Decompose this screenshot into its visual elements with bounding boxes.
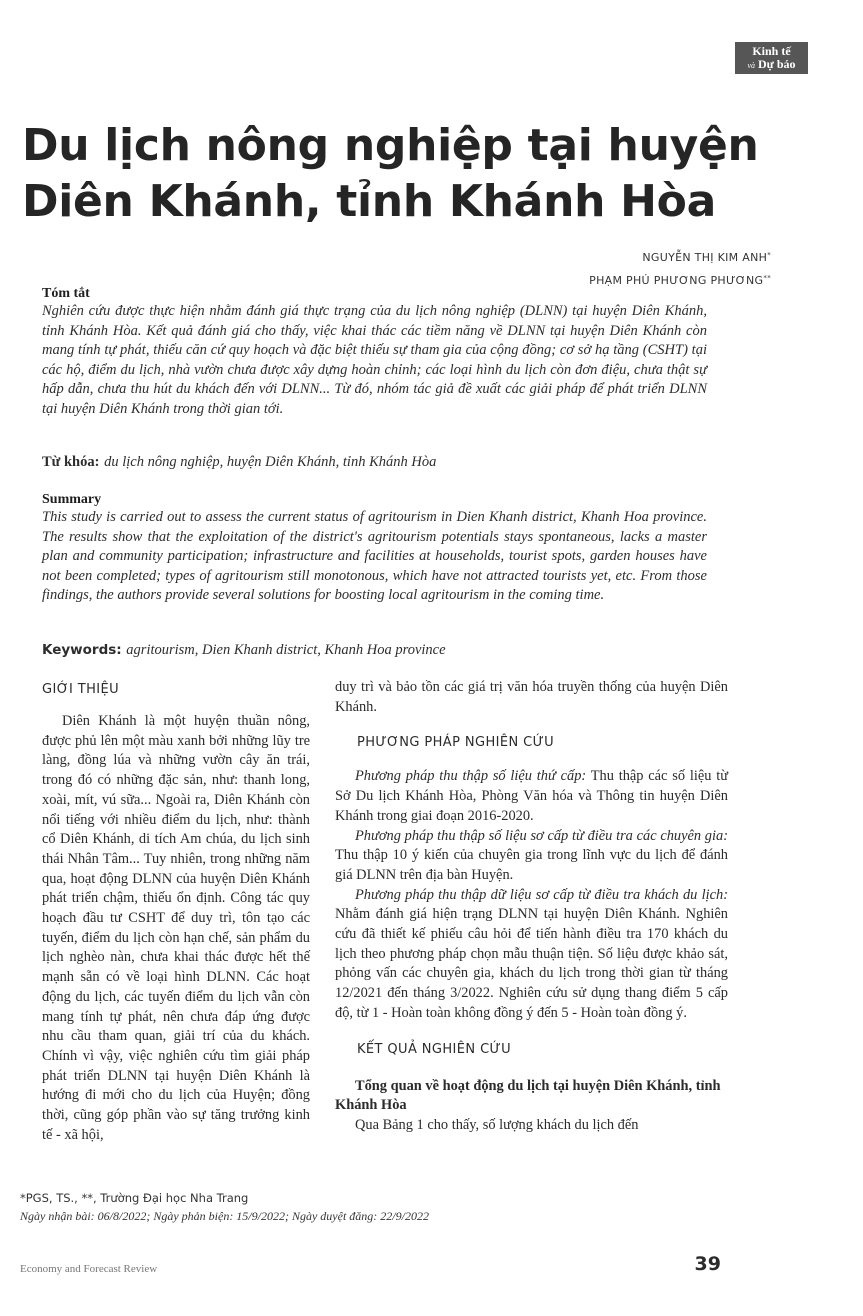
intro-heading: GIỚI THIỆU bbox=[42, 682, 120, 697]
article-title bbox=[22, 118, 782, 230]
logo-line2: Dự báo bbox=[758, 57, 796, 71]
author-2: PHẠM PHÚ PHƯƠNG PHƯƠNG** bbox=[589, 274, 771, 287]
footnote-affiliation: *PGS, TS., **, Trường Đại học Nha Trang bbox=[20, 1191, 249, 1205]
abstract-vi-heading: Tóm tắt bbox=[42, 286, 90, 301]
methods-paragraph-3: Phương pháp thu thập dữ liệu sơ cấp từ điều tra khách du lịch: Nhằm đánh giá hiện trạng DLNN tại huyện Diên Khánh. Nghiên cứu đã thiết kế phiếu câu hỏi để tiến hành điều tra 170 khách du lịch theo phương pháp chọn mẫu thuận tiện. Số liệu được khảo sát, phỏng vấn các chuyên gia, khách du lịch trong thời gian từ tháng 12/2021 đến tháng 3/2022. Nghiên cứu sử dụng thang điểm 5 cấp độ, từ 1 - Hoàn toàn không đồng ý đến 5 - Hoàn toàn đồng ý. bbox=[335, 886, 728, 1021]
footnote bbox=[20, 1189, 580, 1225]
journal-logo bbox=[735, 42, 808, 74]
abstract-en-text: This study is carried out to assess the current status of agritourism in Dien Khanh district, Khanh Hoa province. The results show that the exploitation of the district's agritourism potentials stays spontaneous, lacks a master plan and community participation; infrastructure and facilities at households, tourist spots, garden houses have not been completed; types of agritourism still monotonous, which have not attracted tourists yet, etc. From those findings, the authors provide several solutions for boosting local agritourism in the coming time. bbox=[42, 509, 707, 604]
column-left bbox=[42, 712, 310, 1145]
logo-line1: Kinh tế bbox=[752, 44, 791, 58]
methods-paragraph-1: Phương pháp thu thập số liệu thứ cấp: Thu thập các số liệu từ Sở Du lịch Khánh Hòa, Phòng Văn hóa và Thông tin huyện Diên Khánh trong giai đoạn 2016-2020. bbox=[335, 768, 728, 824]
keywords-vi-value: du lịch nông nghiệp, huyện Diên Khánh, tỉnh Khánh Hòa bbox=[104, 454, 437, 470]
results-subheading: Tổng quan về hoạt động du lịch tại huyện Diên Khánh, tỉnh Khánh Hòa bbox=[335, 1077, 721, 1114]
abstract-vi-text: Nghiên cứu được thực hiện nhằm đánh giá thực trạng của du lịch nông nghiệp (DLNN) tại huyện Diên Khánh, tỉnh Khánh Hòa. Kết quả đánh giá cho thấy, việc khai thác các tiềm năng về DLNN tại huyện Diên Khánh còn mang tính tự phát, thiếu căn cứ quy hoạch và đặc biệt thiếu sự tham gia của cộng đồng; cơ sở hạ tầng (CSHT) tại các hộ, điểm du lịch, nhà vườn chưa được xây dựng hoàn chỉnh; các loại hình du lịch còn đơn điệu, chưa thật sự hấp dẫn, chưa thu hút du khách đến với DLNN... Từ đó, nhóm tác giả đề xuất các giải pháp để phát triển DLNN tại huyện Diên Khánh trong thời gian tới. bbox=[42, 303, 707, 417]
abstract-en-heading: Summary bbox=[42, 492, 102, 507]
author-list bbox=[589, 245, 771, 291]
methods-paragraph-2: Phương pháp thu thập số liệu sơ cấp từ điều tra các chuyên gia: Thu thập 10 ý kiến của chuyên gia trong lĩnh vực du lịch để đánh giá DLNN trên địa bàn Huyện. bbox=[335, 827, 728, 883]
abstract-en bbox=[42, 492, 707, 606]
footnote-dates: Ngày nhận bài: 06/8/2022; Ngày phản biện: 15/9/2022; Ngày duyệt đăng: 22/9/2022 bbox=[20, 1209, 429, 1223]
keywords-en bbox=[42, 642, 707, 659]
results-heading: KẾT QUẢ NGHIÊN CỨU bbox=[357, 1041, 512, 1057]
title-line1: Du lịch nông nghiệp tại huyện bbox=[22, 120, 759, 171]
title-line2: Diên Khánh, tỉnh Khánh Hòa bbox=[22, 176, 716, 227]
keywords-vi-label: Từ khóa: bbox=[42, 454, 100, 470]
keywords-vi bbox=[42, 454, 707, 471]
intro-heading-wrap bbox=[42, 682, 119, 697]
author-1: NGUYỄN THỊ KIM ANH* bbox=[642, 251, 771, 264]
keywords-en-label: Keywords: bbox=[42, 642, 122, 658]
column-right bbox=[335, 678, 728, 1136]
keywords-en-value: agritourism, Dien Khanh district, Khanh Hoa province bbox=[126, 642, 446, 658]
intro-continued: duy trì và bảo tồn các giá trị văn hóa truyền thống của huyện Diên Khánh. bbox=[335, 679, 728, 715]
methods-heading: PHƯƠNG PHÁP NGHIÊN CỨU bbox=[357, 735, 555, 751]
footer-journal: Economy and Forecast Review bbox=[20, 1263, 158, 1275]
results-paragraph: Qua Bảng 1 cho thấy, số lượng khách du lịch đến bbox=[355, 1116, 639, 1133]
intro-paragraph: Diên Khánh là một huyện thuần nông, được phủ lên một màu xanh bởi những lũy tre làng, đồng lúa và những vườn cây ăn trái, trong đó có những đặc sản, như: thanh long, xoài, mít, vú sữa... Ngoài ra, Diên Khánh còn nổi tiếng với nhiều điểm du lịch, như: thành cổ Diên Khánh, di tích Am chúa, du lịch sinh thái Nhân Tâm... Tuy nhiên, trong những năm qua, hoạt động DLNN của huyện Diên Khánh phát triển chậm, thiếu ổn định. Công tác quy hoạch đầu tư CSHT để duy trì, tôn tạo các tuyến, điểm du lịch còn hạn chế, sản phẩm du lịch nghèo nàn, chưa khai thác được hết thế mạnh sẵn có về loại hình DLNN. Các hoạt động du lịch, các tuyến điểm du lịch vẫn còn mang tính tự phát, nên chưa đáp ứng được nhu cầu tham quan, giải trí của du khách. Chính vì vậy, việc nghiên cứu tìm giải pháp phát triển DLNN tại huyện Diên Khánh là hướng đi mới cho du lịch của Huyện; đồng thời, cũng góp phần vào sự tăng trưởng kinh tế - xã hội, bbox=[42, 713, 310, 1143]
abstract-vi bbox=[42, 286, 707, 420]
page-number: 39 bbox=[694, 1253, 721, 1275]
logo-small: và bbox=[747, 61, 755, 70]
